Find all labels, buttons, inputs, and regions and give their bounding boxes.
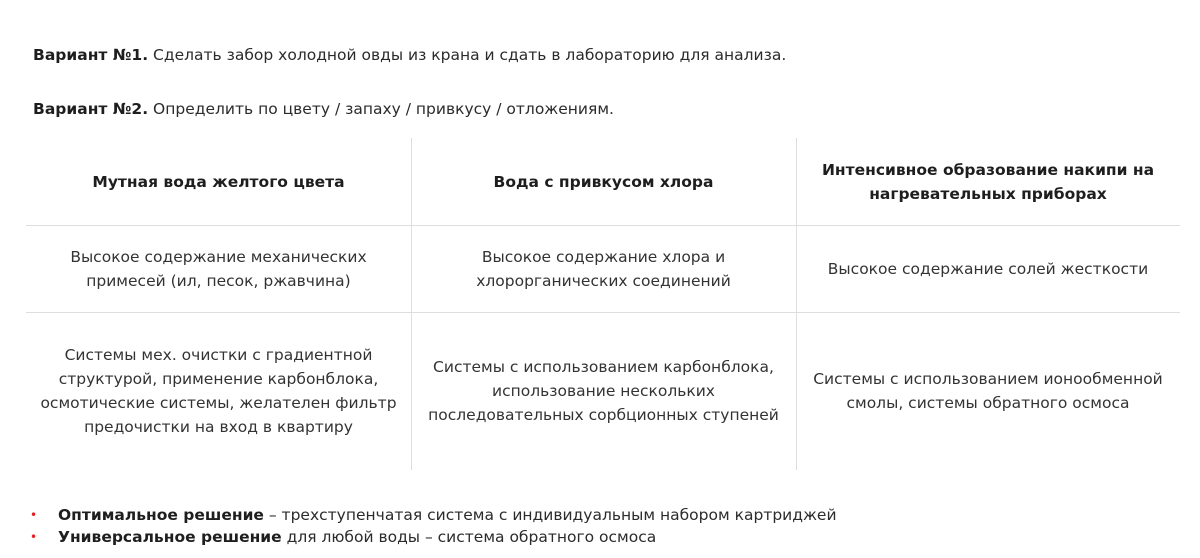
bullet-icon: • bbox=[30, 530, 38, 544]
table-header-cell: Интенсивное образование накипи на нагревательных приборах bbox=[821, 160, 1155, 203]
table-cause-cell: Высокое содержание хлора и хлорорганических соединений bbox=[476, 247, 731, 290]
table-solution-cell: Системы с использованием карбонблока, использование нескольких последовательных сорбционных ступеней bbox=[428, 358, 779, 424]
variant-2-text: Определить по цвету / запаху / привкусу / отложениям. bbox=[148, 100, 614, 118]
table-solution-cell: Системы мех. очистки с градиентной структурой, применение карбонблока, осмотические системы, желателен фильтр предочистки на вход в квартиру bbox=[40, 346, 397, 436]
bullet-bold-text: Оптимальное решение bbox=[58, 506, 264, 524]
list-item bbox=[30, 504, 837, 526]
bullet-text: для любой воды – система обратного осмоса bbox=[281, 528, 657, 546]
table-solution-cell: Системы с использованием ионообменной смолы, системы обратного осмоса bbox=[813, 370, 1163, 412]
variant-2-line bbox=[33, 99, 614, 119]
variant-1-line bbox=[33, 45, 786, 65]
bullet-icon: • bbox=[30, 508, 38, 522]
table-cause-cell: Высокое содержание механических примесей (ил, песок, ржавчина) bbox=[70, 247, 367, 290]
variant-1-label: Вариант №1. bbox=[33, 46, 149, 64]
variant-1-text: Сделать забор холодной овды из крана и сдать в лабораторию для анализа. bbox=[148, 46, 787, 64]
water-problems-table bbox=[26, 138, 1180, 470]
table-header-cell: Мутная вода желтого цвета bbox=[92, 172, 345, 191]
list-item bbox=[30, 526, 837, 548]
bullet-text: – трехступенчатая система с индивидуальным набором картриджей bbox=[263, 506, 837, 524]
table-header-cell: Вода с привкусом хлора bbox=[493, 172, 714, 191]
recommendations-list bbox=[30, 504, 837, 548]
variant-2-label: Вариант №2. bbox=[33, 100, 149, 118]
bullet-bold-text: Универсальное решение bbox=[58, 528, 282, 546]
table-cause-cell: Высокое содержание солей жесткости bbox=[827, 259, 1149, 278]
